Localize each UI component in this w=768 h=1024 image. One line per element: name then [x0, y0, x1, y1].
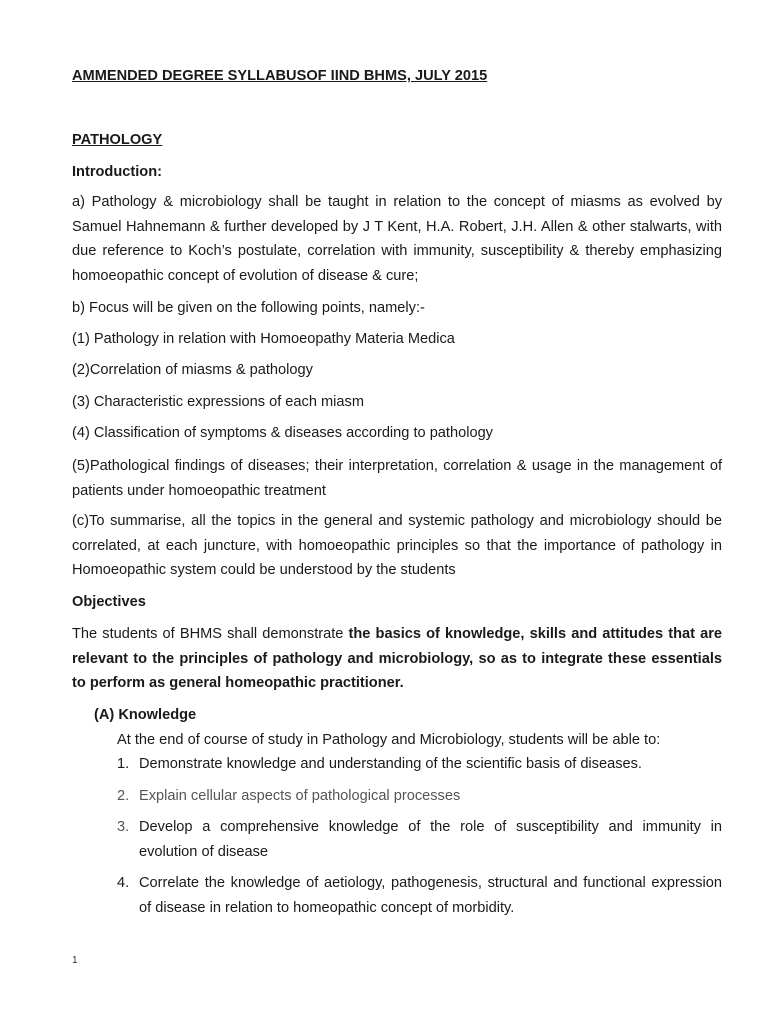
knowledge-item-number: 2.	[117, 788, 130, 804]
point-3: (3) Characteristic expressions of each miasm	[72, 394, 364, 410]
paragraph-b: b) Focus will be given on the following points, namely:-	[72, 300, 425, 316]
point-4: (4) Classification of symptoms & diseases according to pathology	[72, 425, 493, 441]
knowledge-intro: At the end of course of study in Pathology and Microbiology, students will be able to:	[117, 732, 661, 748]
knowledge-item-text: Develop a comprehensive knowledge of the role of susceptibility and immunity in evolution of disease	[139, 819, 722, 860]
knowledge-item	[117, 784, 722, 809]
knowledge-item	[117, 871, 722, 920]
point-2: (2)Correlation of miasms & pathology	[72, 362, 313, 378]
objectives-bold-text: the basics of knowledge, skills and attitudes that are relevant to the principles of pathology and microbiology, so as to integrate these essentials to perform as general homeopathic practitioner.	[72, 626, 723, 691]
objectives-lead: The students of BHMS shall demonstrate	[72, 626, 344, 642]
knowledge-item-text: Explain cellular aspects of pathological processes	[139, 788, 461, 804]
knowledge-item-text: Correlate the knowledge of aetiology, pathogenesis, structural and functional expression of disease in relation to homeopathic concept of morbidity.	[139, 875, 722, 916]
section-heading: PATHOLOGY	[72, 132, 163, 148]
knowledge-item-text: Demonstrate knowledge and understanding of the scientific basis of diseases.	[139, 756, 642, 772]
knowledge-heading: (A) Knowledge	[94, 707, 197, 723]
knowledge-item	[117, 815, 722, 864]
page-number: 1	[72, 955, 78, 966]
knowledge-item-number: 1.	[117, 756, 130, 772]
objectives-paragraph	[72, 622, 722, 696]
paragraph-c: (c)To summarise, all the topics in the general and systemic pathology and microbiology should be correlated, at each juncture, with homoeopathic principles so that the importance of pathology in Homoeopathic system could be understood by the students	[72, 513, 722, 578]
document-title: AMMENDED DEGREE SYLLABUSOF IIND BHMS, JULY 2015	[72, 68, 488, 84]
introduction-heading: Introduction:	[72, 164, 162, 180]
point-5: (5)Pathological findings of diseases; their interpretation, correlation & usage in the management of patients under homoeopathic treatment	[72, 458, 722, 499]
objectives-heading: Objectives	[72, 594, 146, 610]
point-1: (1) Pathology in relation with Homoeopathy Materia Medica	[72, 331, 455, 347]
knowledge-item-number: 3.	[117, 819, 130, 835]
paragraph-a: a) Pathology & microbiology shall be taught in relation to the concept of miasms as evolved by Samuel Hahnemann & further developed by J T Kent, H.A. Robert, J.H. Allen & other stalwarts, with due reference to Koch’s postulate, correlation with immunity, susceptibility & thereby emphasizing homoeopathic concept of evolution of disease & cure;	[72, 194, 722, 284]
knowledge-item	[117, 752, 722, 777]
knowledge-item-number: 4.	[117, 875, 130, 891]
